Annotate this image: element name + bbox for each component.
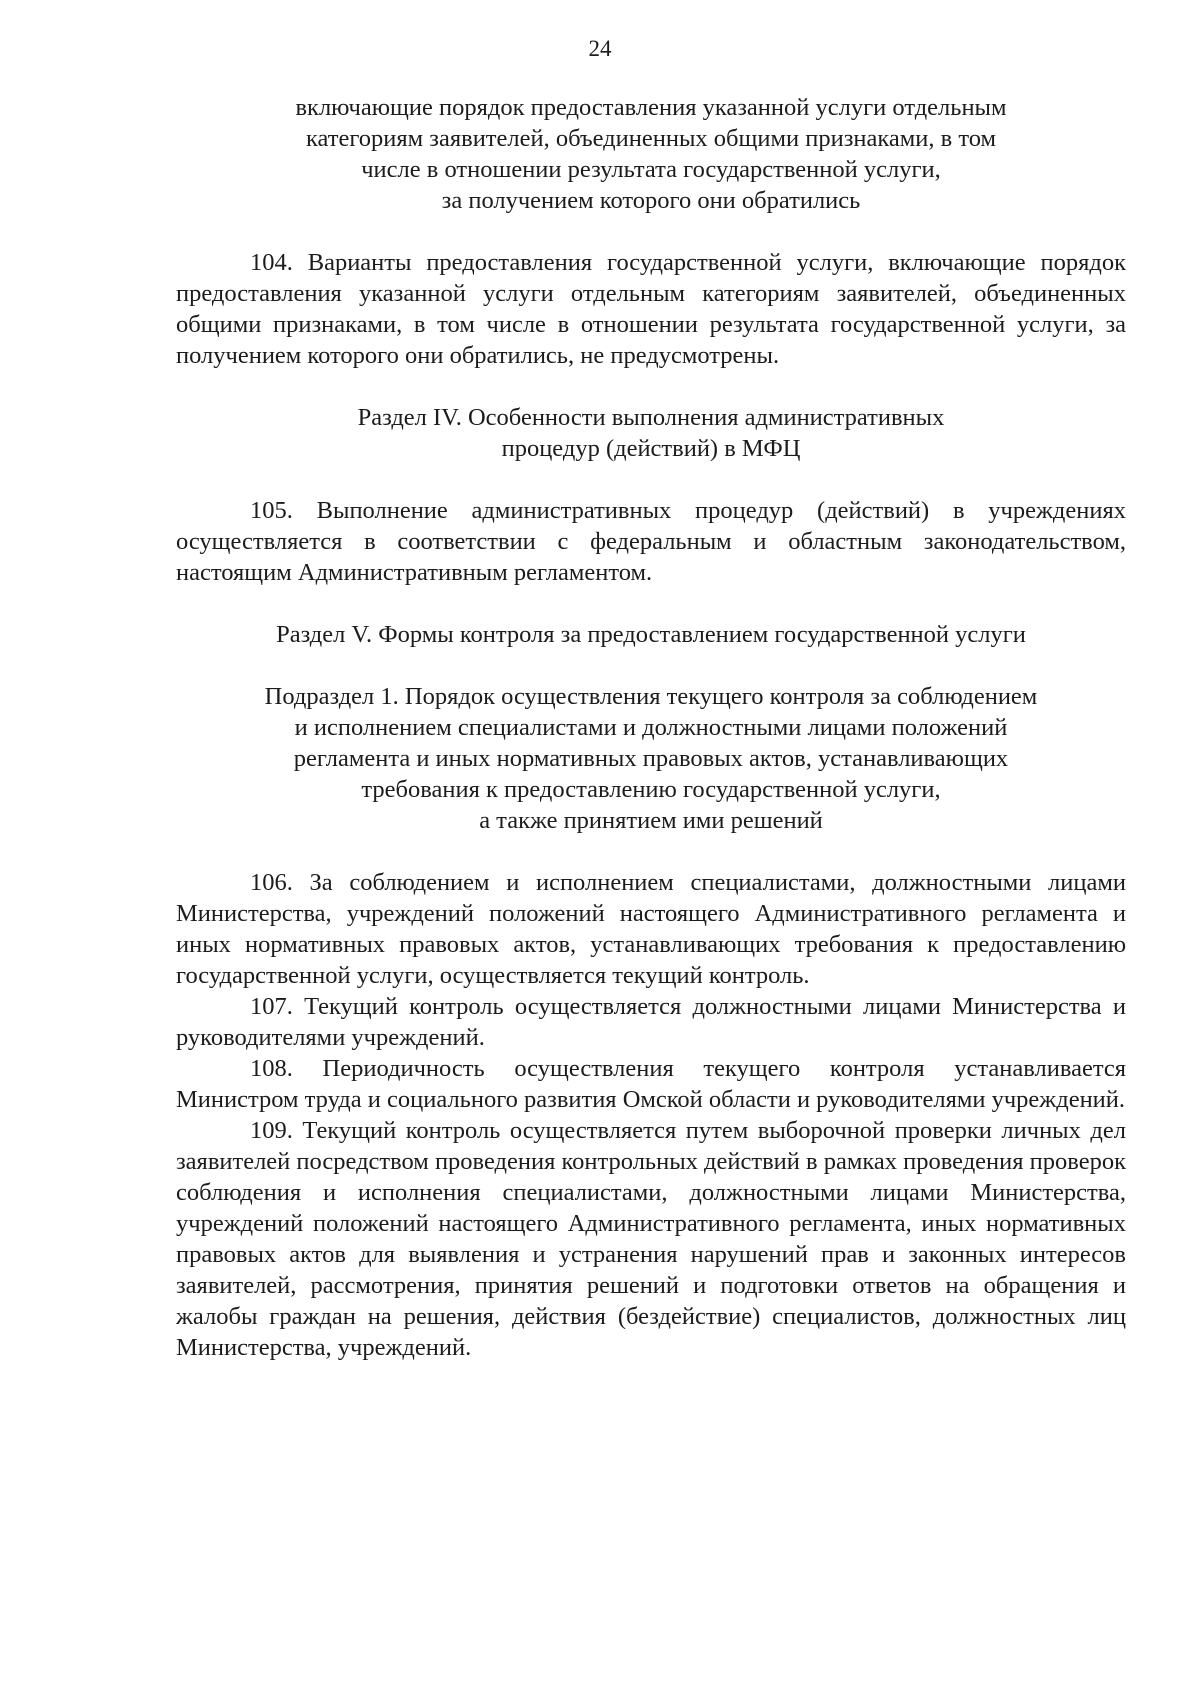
heading-line: Подраздел 1. Порядок осуществления текущего контроля за соблюдением bbox=[264, 683, 1038, 710]
section-5-heading bbox=[176, 619, 1126, 650]
paragraph-109: 109. Текущий контроль осуществляется путем выборочной проверки личных дел заявителей посредством проведения контрольных действий в рамках проведения проверок соблюдения и исполнения специалистами, должностными лицами Министерства, учреждений положений настоящего Административного регламента, иных нормативных правовых актов для выявления и устранения нарушений прав и законных интересов заявителей, рассмотрения, принятия решений и подготовки ответов на обращения и жалобы граждан на решения, действия (бездействие) специалистов, должностных лиц Министерства, учреждений. bbox=[176, 1117, 1126, 1361]
heading-line: и исполнением специалистами и должностными лицами положений bbox=[294, 714, 1008, 741]
heading-line: включающие порядок предоставления указанной услуги отдельным bbox=[295, 94, 1007, 121]
paragraph-104: 104. Варианты предоставления государственной услуги, включающие порядок предоставления указанной услуги отдельным категориям заявителей, объединенных общими признаками, в том числе в отношении результата государственной услуги, за получением которого они обратились, не предусмотрены. bbox=[176, 249, 1126, 369]
heading-line: требования к предоставлению государственной услуги, bbox=[361, 776, 941, 803]
heading-line: а также принятием ими решений bbox=[479, 807, 823, 834]
heading-line: числе в отношении результата государственной услуги, bbox=[361, 156, 941, 183]
heading-line: за получением которого они обратились bbox=[441, 187, 861, 214]
heading-line: регламента и иных нормативных правовых актов, устанавливающих bbox=[293, 745, 1009, 772]
page-number: 24 bbox=[588, 36, 612, 61]
paragraph-105: 105. Выполнение административных процедур (действий) в учреждениях осуществляется в соответствии с федеральным и областным законодательством, настоящим Административным регламентом. bbox=[176, 497, 1126, 586]
paragraph-108: 108. Периодичность осуществления текущего контроля устанавливается Министром труда и социального развития Омской области и руководителями учреждений. bbox=[176, 1055, 1126, 1113]
heading-line: Раздел V. Формы контроля за предоставлением государственной услуги bbox=[276, 621, 1026, 648]
section-4-heading bbox=[176, 402, 1126, 464]
heading-line: Раздел IV. Особенности выполнения административных bbox=[357, 404, 945, 431]
subsection-1-heading bbox=[176, 681, 1126, 836]
heading-line: процедур (действий) в МФЦ bbox=[501, 435, 801, 462]
paragraph-107: 107. Текущий контроль осуществляется должностными лицами Министерства и руководителями учреждений. bbox=[176, 993, 1126, 1051]
page-content bbox=[176, 92, 1126, 1363]
heading-line: категориям заявителей, объединенных общими признаками, в том bbox=[306, 125, 996, 152]
paragraph-106: 106. За соблюдением и исполнением специалистами, должностными лицами Министерства, учреждений положений настоящего Административного регламента и иных нормативных правовых актов, устанавливающих требования к предоставлению государственной услуги, осуществляется текущий контроль. bbox=[176, 869, 1126, 989]
intro-heading bbox=[176, 92, 1126, 216]
